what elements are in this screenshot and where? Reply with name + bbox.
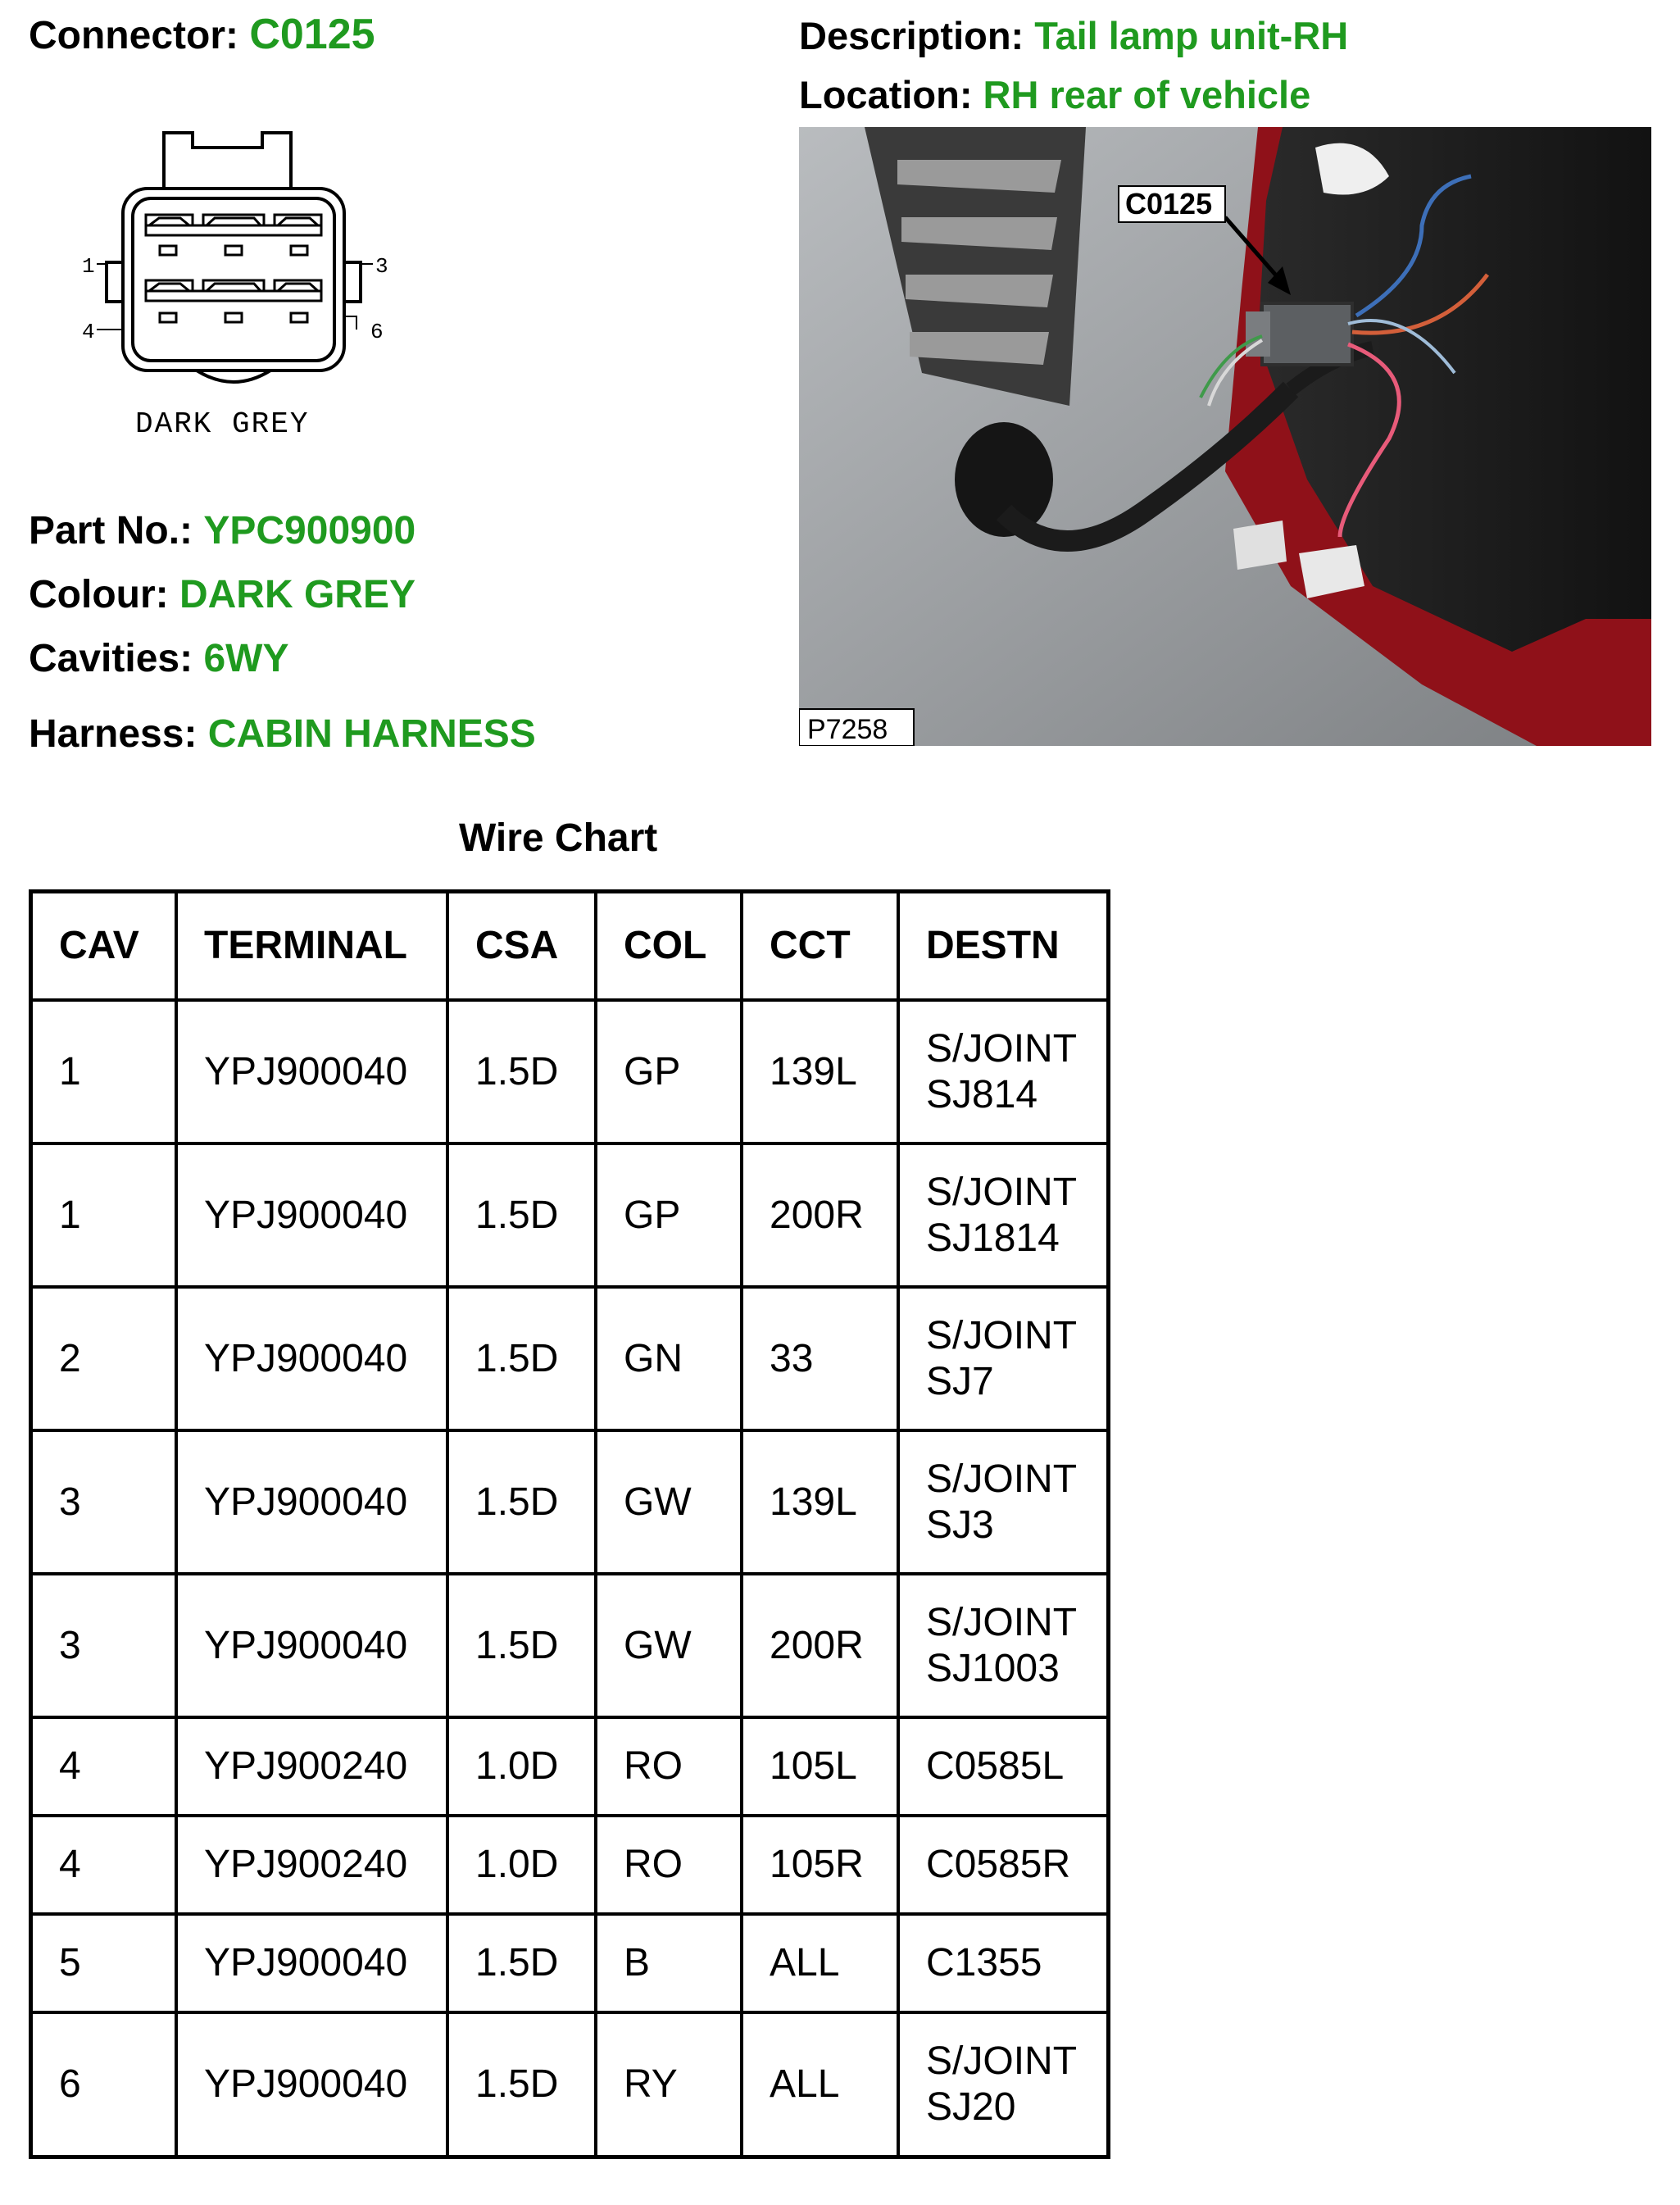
table-row	[31, 1000, 1109, 1143]
photo-ref: P7258	[807, 714, 888, 745]
cell-csa: 1.5D	[447, 1143, 596, 1287]
table-row	[31, 1143, 1109, 1287]
cell-col: GW	[596, 1574, 742, 1717]
photo-callout: C0125	[1125, 187, 1213, 220]
table-row	[31, 1574, 1109, 1717]
pin-label-6: 6	[370, 320, 384, 344]
column-header-cct: CCT	[742, 892, 898, 1001]
location-photo	[799, 127, 1651, 746]
cell-cav: 5	[31, 1914, 177, 2012]
cell-destn: C0585R	[898, 1816, 1109, 1914]
cell-cav: 1	[31, 1143, 177, 1287]
column-header-terminal: TERMINAL	[176, 892, 447, 1001]
cell-cav: 6	[31, 2012, 177, 2157]
cell-cav: 3	[31, 1574, 177, 1717]
cell-destn	[898, 2012, 1109, 2157]
table-row	[31, 1430, 1109, 1574]
diagram-caption: DARK GREY	[135, 407, 310, 441]
destn-line-1: S/JOINT	[926, 1313, 1078, 1357]
cell-csa: 1.5D	[447, 1574, 596, 1717]
harness-line	[29, 712, 536, 757]
cavities-label: Cavities:	[29, 637, 193, 680]
part-no-line	[29, 508, 415, 553]
pin-label-1: 1	[82, 254, 95, 279]
description-value: Tail lamp unit-RH	[1034, 14, 1349, 57]
cell-cav: 3	[31, 1430, 177, 1574]
cell-cav: 4	[31, 1816, 177, 1914]
cell-cav: 4	[31, 1717, 177, 1816]
part-no-label: Part No.:	[29, 509, 193, 552]
connector-label: Connector:	[29, 14, 238, 57]
description-label: Description:	[799, 14, 1024, 57]
cell-terminal: YPJ900040	[176, 1914, 447, 2012]
cell-destn	[898, 1000, 1109, 1143]
destn-line-2: SJ20	[926, 2085, 1016, 2129]
cell-col: GP	[596, 1000, 742, 1143]
cell-csa: 1.5D	[447, 1430, 596, 1574]
cell-cav: 2	[31, 1287, 177, 1430]
wire-chart-title: Wire Chart	[459, 816, 658, 860]
colour-value: DARK GREY	[179, 573, 415, 616]
cell-csa: 1.0D	[447, 1717, 596, 1816]
cell-cct: ALL	[742, 1914, 898, 2012]
cell-destn: C0585L	[898, 1717, 1109, 1816]
table-row	[31, 1816, 1109, 1914]
cell-csa: 1.5D	[447, 2012, 596, 2157]
column-header-col: COL	[596, 892, 742, 1001]
cell-csa: 1.5D	[447, 1914, 596, 2012]
destn-line-2: SJ1003	[926, 1646, 1060, 1690]
wire-chart-table	[29, 889, 1110, 2159]
location-line	[799, 72, 1310, 117]
cell-destn: C1355	[898, 1914, 1109, 2012]
destn-line-1: S/JOINT	[926, 1170, 1078, 1214]
location-value: RH rear of vehicle	[983, 73, 1311, 116]
cell-terminal: YPJ900240	[176, 1816, 447, 1914]
cell-terminal: YPJ900040	[176, 1287, 447, 1430]
cell-destn	[898, 1430, 1109, 1574]
cavities-value: 6WY	[203, 637, 289, 680]
cell-col: RY	[596, 2012, 742, 2157]
cavities-line	[29, 636, 288, 681]
cell-col: RO	[596, 1816, 742, 1914]
destn-line-2: SJ7	[926, 1359, 994, 1403]
table-row	[31, 1287, 1109, 1430]
destn-line-2: SJ3	[926, 1503, 994, 1547]
cell-csa: 1.5D	[447, 1000, 596, 1143]
cell-col: GN	[596, 1287, 742, 1430]
destn-line-2: SJ1814	[926, 1216, 1060, 1260]
destn-line-1: S/JOINT	[926, 1026, 1078, 1071]
cell-destn	[898, 1287, 1109, 1430]
cell-cct: 200R	[742, 1574, 898, 1717]
destn-line-1: S/JOINT	[926, 2039, 1078, 2083]
connector-value: C0125	[249, 11, 375, 58]
cell-cct: 105L	[742, 1717, 898, 1816]
cell-col: RO	[596, 1717, 742, 1816]
table-row	[31, 2012, 1109, 2157]
cell-col: GP	[596, 1143, 742, 1287]
cell-cct: 105R	[742, 1816, 898, 1914]
colour-line	[29, 572, 415, 617]
cell-terminal: YPJ900040	[176, 1574, 447, 1717]
column-header-cav: CAV	[31, 892, 177, 1001]
cell-cct: 139L	[742, 1430, 898, 1574]
destn-line-2: SJ814	[926, 1072, 1038, 1116]
cell-cct: 200R	[742, 1143, 898, 1287]
cell-terminal: YPJ900040	[176, 1430, 447, 1574]
cell-destn	[898, 1574, 1109, 1717]
cell-cct: 139L	[742, 1000, 898, 1143]
location-label: Location:	[799, 73, 973, 116]
cell-terminal: YPJ900040	[176, 1000, 447, 1143]
table-row	[31, 1914, 1109, 2012]
cell-col: GW	[596, 1430, 742, 1574]
cell-terminal: YPJ900040	[176, 2012, 447, 2157]
cell-cct: ALL	[742, 2012, 898, 2157]
destn-line-1: S/JOINT	[926, 1600, 1078, 1644]
pin-label-3: 3	[375, 254, 388, 279]
table-row	[31, 1717, 1109, 1816]
harness-label: Harness:	[29, 712, 198, 756]
cell-terminal: YPJ900240	[176, 1717, 447, 1816]
description-line	[799, 13, 1348, 58]
destn-line-1: S/JOINT	[926, 1457, 1078, 1501]
cell-terminal: YPJ900040	[176, 1143, 447, 1287]
part-no-value: YPC900900	[203, 509, 416, 552]
pin-label-4: 4	[82, 320, 95, 344]
column-header-destn: DESTN	[898, 892, 1109, 1001]
connector-line	[29, 10, 375, 59]
cell-cct: 33	[742, 1287, 898, 1430]
column-header-csa: CSA	[447, 892, 596, 1001]
connector-face-diagram	[74, 123, 418, 451]
cell-csa: 1.0D	[447, 1816, 596, 1914]
harness-value: CABIN HARNESS	[207, 712, 536, 756]
cell-col: B	[596, 1914, 742, 2012]
table-header-row	[31, 892, 1109, 1001]
colour-label: Colour:	[29, 573, 169, 616]
cell-csa: 1.5D	[447, 1287, 596, 1430]
cell-cav: 1	[31, 1000, 177, 1143]
cell-destn	[898, 1143, 1109, 1287]
